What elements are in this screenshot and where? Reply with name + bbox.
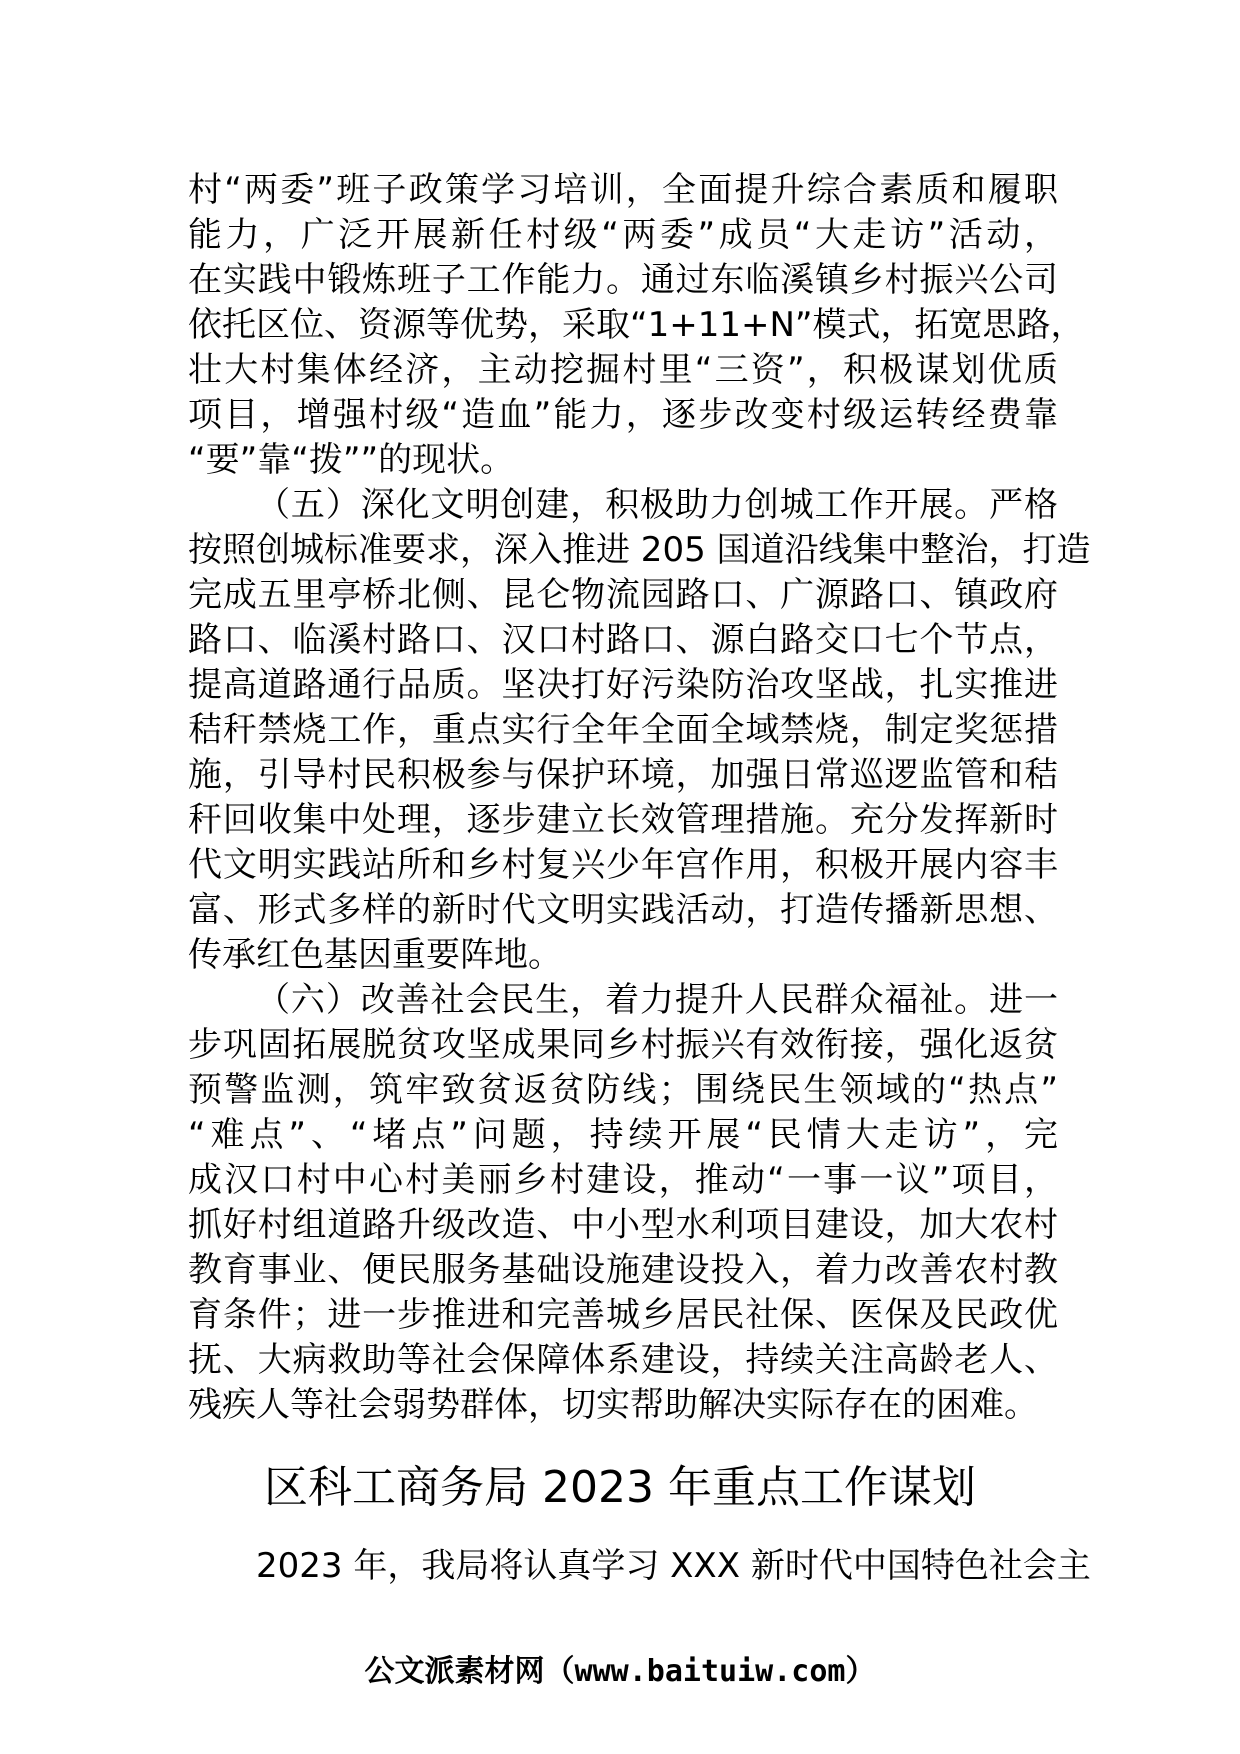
paragraph-line: 富、形式多样的新时代文明实践活动，打造传播新思想、	[188, 890, 1058, 930]
paragraph-line: 依托区位、资源等优势，采取“1+11+N”模式，拓宽思路，	[188, 305, 1085, 345]
paragraph-line: 成汉口村中心村美丽乡村建设，推动“一事一议”项目，	[188, 1160, 1058, 1200]
paragraph-line: 传承红色基因重要阵地。	[188, 935, 562, 975]
paragraph-line: 残疾人等社会弱势群体，切实帮助解决实际存在的困难。	[188, 1385, 1038, 1425]
footer-site-link[interactable]: www.baituiw.com	[574, 1654, 846, 1689]
paragraph-line: 育条件；进一步推进和完善城乡居民社保、医保及民政优	[188, 1295, 1058, 1335]
paragraph-line: “要”靠“拨””的现状。	[188, 440, 515, 480]
paragraph-line: 2023 年，我局将认真学习 XXX 新时代中国特色社会主	[256, 1546, 1091, 1586]
paragraph-line: 提高道路通行品质。坚决打好污染防治攻坚战，扎实推进	[188, 665, 1058, 705]
footer-close: ）	[845, 1654, 876, 1689]
paragraph-line: 完成五里亭桥北侧、昆仑物流园路口、广源路口、镇政府	[188, 575, 1058, 615]
paragraph-line: 秸秆禁烧工作，重点实行全年全面全域禁烧，制定奖惩措	[188, 710, 1058, 750]
paragraph-line: 抚、大病救助等社会保障体系建设，持续关注高龄老人、	[188, 1340, 1058, 1380]
paragraph-line: 按照创城标准要求，深入推进 205 国道沿线集中整治，打造	[188, 530, 1091, 570]
paragraph-line: 路口、临溪村路口、汉口村路口、源白路交口七个节点，	[188, 620, 1058, 660]
paragraph-line: 能力，广泛开展新任村级“两委”成员“大走访”活动，	[188, 215, 1058, 255]
paragraph-line: 在实践中锻炼班子工作能力。通过东临溪镇乡村振兴公司	[188, 260, 1058, 300]
paragraph-line: 代文明实践站所和乡村复兴少年宫作用，积极开展内容丰	[188, 845, 1058, 885]
paragraph-line: 秆回收集中处理，逐步建立长效管理措施。充分发挥新时	[188, 800, 1058, 840]
footer-label: 公文派素材网（	[364, 1654, 575, 1689]
paragraph-line: 壮大村集体经济，主动挖掘村里“三资”，积极谋划优质	[188, 350, 1058, 390]
document-title: 区科工商务局 2023 年重点工作谋划	[264, 1462, 976, 1513]
paragraph-line: 项目，增强村级“造血”能力，逐步改变村级运转经费靠	[188, 395, 1058, 435]
paragraph-line: 教育事业、便民服务基础设施建设投入，着力改善农村教	[188, 1250, 1058, 1290]
document-body	[188, 168, 1091, 1428]
section-five-heading-line: （五）深化文明创建，积极助力创城工作开展。严格	[256, 485, 1058, 525]
paragraph-line: 步巩固拓展脱贫攻坚成果同乡村振兴有效衔接，强化返贫	[188, 1025, 1058, 1065]
paragraph-line: 抓好村组道路升级改造、中小型水利项目建设，加大农村	[188, 1205, 1058, 1245]
intro-paragraph	[188, 1544, 1091, 1589]
footer-watermark	[0, 1650, 1240, 1694]
paragraph-line: “难点”、“堵点”问题，持续开展“民情大走访”，完	[188, 1115, 1058, 1155]
section-six-heading-line: （六）改善社会民生，着力提升人民群众福祉。进一	[256, 980, 1058, 1020]
paragraph-line: 施，引导村民积极参与保护环境，加强日常巡逻监管和秸	[188, 755, 1058, 795]
paragraph-line: 村“两委”班子政策学习培训，全面提升综合素质和履职	[188, 170, 1058, 210]
paragraph-line: 预警监测，筑牢致贫返贫防线；围绕民生领域的“热点”	[188, 1070, 1058, 1110]
